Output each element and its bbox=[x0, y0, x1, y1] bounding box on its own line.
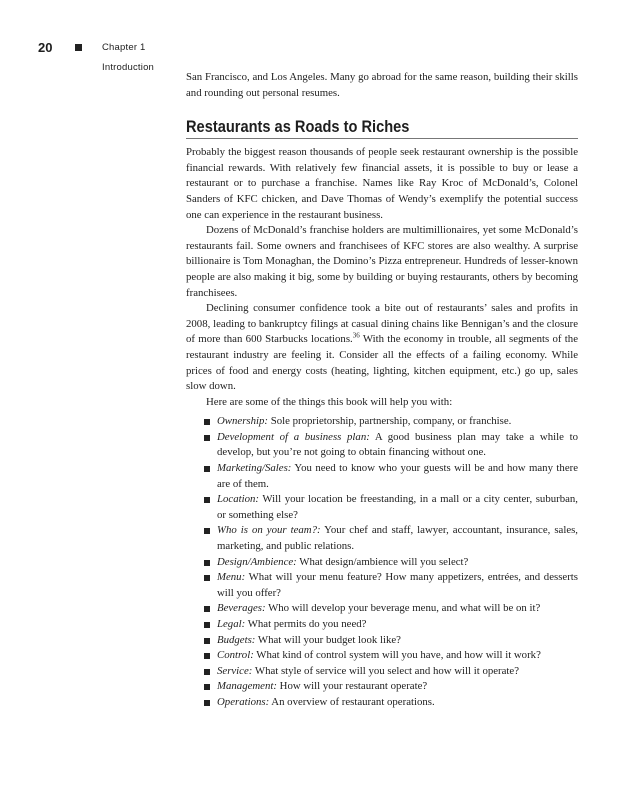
list-item bbox=[202, 414, 578, 430]
list-item bbox=[202, 633, 578, 649]
item-term: Beverages: bbox=[217, 602, 266, 615]
item-term: Operations: bbox=[217, 695, 270, 708]
list-item bbox=[202, 648, 578, 664]
item-text: A good business plan may take a while to develop, but you’re not going to obtain financing without one. bbox=[217, 430, 578, 459]
item-term: Who is on your team?: bbox=[217, 524, 321, 537]
item-text: What permits do you need? bbox=[245, 618, 367, 630]
item-term: Development of a business plan: bbox=[217, 430, 370, 443]
square-bullet-icon bbox=[204, 669, 210, 675]
item-text: What will your menu feature? How many appetizers, entrées, and desserts will you offer? bbox=[217, 571, 578, 599]
body-paragraph: Probably the biggest reason thousands of people seek restaurant ownership is the possible financial rewards. With relatively few financial assets, it is possible to buy or lease a restaurant or to purchase a franchise. Names like Ray Kroc of McDonald’s, Colonel Sanders of KFC chicken, and Dave Thomas of Wendy’s exemplify the potential success one can experience in the restaurant business. bbox=[186, 146, 578, 221]
list-item bbox=[202, 461, 578, 492]
square-bullet-icon bbox=[204, 497, 210, 503]
item-term: Menu: bbox=[217, 571, 246, 584]
list-item bbox=[202, 492, 578, 523]
item-text: Your chef and staff, lawyer, accountant, insurance, sales, marketing, and public relations. bbox=[217, 524, 579, 553]
square-bullet-icon bbox=[75, 44, 82, 51]
square-bullet-icon bbox=[204, 700, 210, 706]
square-bullet-icon bbox=[204, 622, 210, 628]
list-intro: Here are some of the things this book will help you with: bbox=[206, 395, 453, 408]
square-bullet-icon bbox=[204, 528, 210, 534]
item-text: An overview of restaurant operations. bbox=[269, 695, 435, 708]
item-text: What design/ambience will you select? bbox=[296, 555, 469, 568]
list-item bbox=[202, 570, 578, 601]
item-term: Location: bbox=[217, 493, 259, 506]
list-item bbox=[202, 555, 578, 571]
footnote-reference: 36 bbox=[352, 331, 360, 340]
square-bullet-icon bbox=[204, 435, 210, 441]
item-term: Management: bbox=[217, 680, 277, 693]
list-item bbox=[202, 523, 578, 554]
paragraph-text: With the economy in trouble, all segments of the restaurant industry are feeling it. Consider all the effects of a failing economy. While prices of food and energy costs (heating, lighting, kitchen equipment, etc.) go up, sales slow down. bbox=[186, 333, 578, 393]
list-item bbox=[202, 430, 578, 461]
item-term: Budgets: bbox=[217, 633, 256, 646]
square-bullet-icon bbox=[204, 419, 210, 425]
item-text: What will your budget look like? bbox=[255, 633, 401, 646]
item-term: Service: bbox=[217, 664, 253, 677]
list-item bbox=[202, 617, 578, 633]
item-term: Ownership: bbox=[217, 415, 268, 428]
list-item bbox=[202, 695, 578, 711]
list-item bbox=[202, 679, 578, 695]
item-text: Will your location be freestanding, in a mall or a city center, suburban, or something else? bbox=[217, 493, 578, 521]
item-text: Who will develop your beverage menu, and what will be on it? bbox=[265, 602, 541, 615]
list-item bbox=[202, 601, 578, 617]
section-title: Restaurants as Roads to Riches bbox=[186, 117, 410, 137]
item-text: What kind of control system will you have, and how will it work? bbox=[253, 649, 541, 662]
square-bullet-icon bbox=[204, 638, 210, 644]
item-text: Sole proprietorship, partnership, company, or franchise. bbox=[268, 415, 512, 428]
topic-list bbox=[186, 414, 578, 710]
chapter-label: Chapter 1 Introduction bbox=[102, 42, 155, 73]
item-term: Design/Ambience: bbox=[217, 555, 297, 568]
item-text: You need to know who your guests will be and how many there are of them. bbox=[217, 462, 578, 490]
square-bullet-icon bbox=[204, 653, 210, 659]
body-paragraph: Dozens of McDonald’s franchise holders are multimillionaires, yet some McDonald’s restaurants fail. Some owners and franchisees of KFC stores are also wealthy. A surprise billionaire is Tom Monaghan, the Domino’s Pizza entrepreneur. Hundreds of lesser-known people are also making it big, some by building or buying restaurants, others by becoming franchisees. bbox=[186, 224, 578, 299]
page-number: 20 bbox=[38, 40, 53, 55]
item-term: Legal: bbox=[217, 618, 246, 630]
square-bullet-icon bbox=[204, 606, 210, 612]
intro-paragraph: San Francisco, and Los Angeles. Many go abroad for the same reason, building their skills and rounding out personal resumes. bbox=[186, 71, 578, 99]
square-bullet-icon bbox=[204, 575, 210, 581]
item-term: Control: bbox=[217, 649, 254, 662]
body-paragraph-footnoted bbox=[186, 301, 578, 395]
list-item bbox=[202, 664, 578, 680]
square-bullet-icon bbox=[204, 560, 210, 566]
item-text: What style of service will you select and how will it operate? bbox=[252, 664, 520, 677]
page-body bbox=[186, 70, 578, 711]
square-bullet-icon bbox=[204, 684, 210, 690]
square-bullet-icon bbox=[204, 466, 210, 472]
item-text: How will your restaurant operate? bbox=[276, 680, 428, 693]
paragraph-text: Declining consumer confidence took a bite out of restaurants’ sales and profits in 2008, leading to bankruptcy filings at casual dining chains like Bennigan’s and the closure of more than 600 Starbucks locations. bbox=[186, 302, 578, 346]
section-heading bbox=[186, 117, 578, 139]
item-term: Marketing/Sales: bbox=[217, 462, 292, 475]
